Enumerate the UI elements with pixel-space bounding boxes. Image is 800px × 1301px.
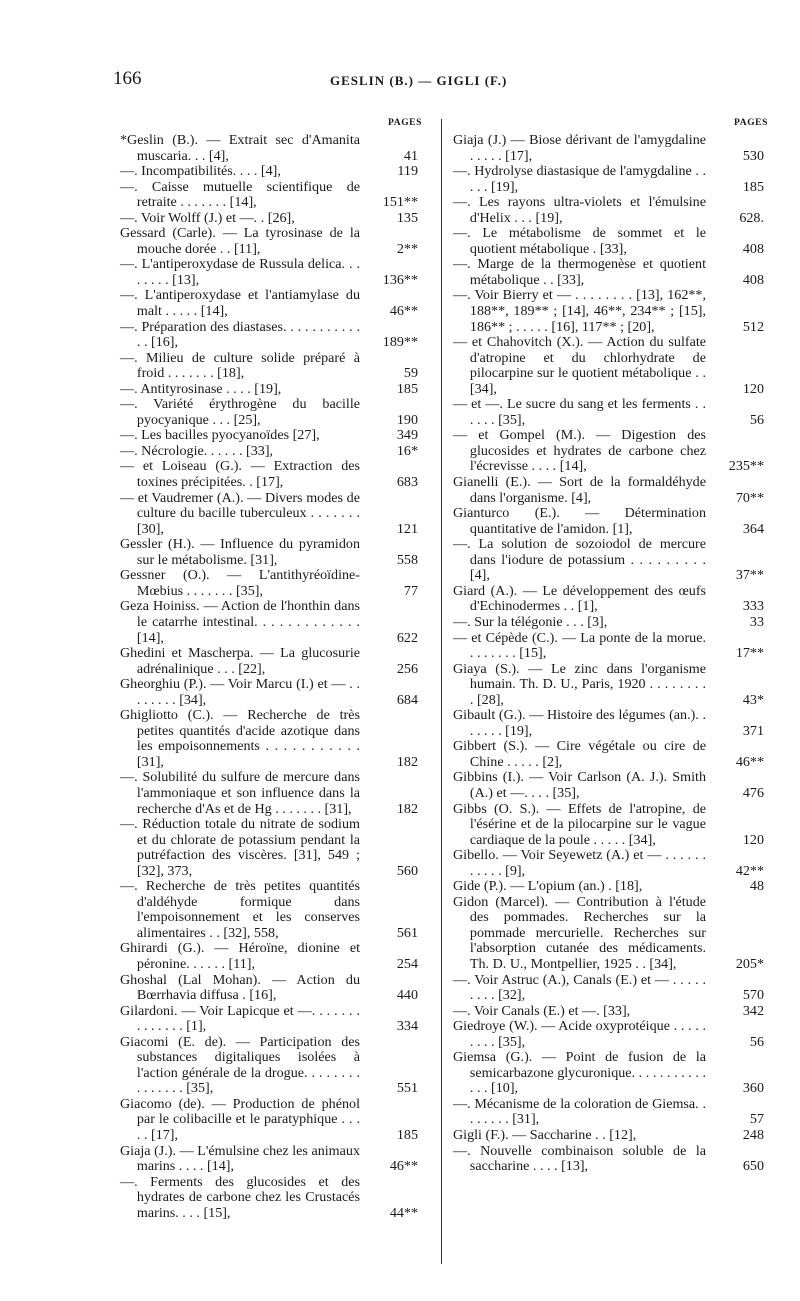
index-entry [120,1175,424,1222]
entry-text: —. Sur la télégonie . . . [3], [453,613,608,630]
entry-page: 182 [396,800,418,817]
entry-page: 48 [749,878,764,895]
entry-page: 16* [396,442,418,459]
entry-page: 349 [396,427,418,444]
entry-page: 189** [382,334,418,351]
index-entry [120,646,424,677]
entry-page: 683 [396,474,418,491]
entry-text: Ghirardi (G.). — Héroïne, dionine et péronine. . . . . . [11], [120,940,360,972]
entry-text: Giemsa (G.). — Point de fusion de la semicarbazone glycuronique. . . . . . . . . . . . . . [10], [453,1049,706,1097]
entry-page: 551 [396,1080,418,1097]
entry-page: 46** [735,753,764,770]
entry-page: 33 [749,613,764,630]
entry-page: 248 [742,1127,764,1143]
entry-page: 43* [742,691,764,708]
entry-page: 333 [742,598,764,615]
index-entry [453,195,770,226]
entry-text: Gessler (H.). — Influence du pyramidon sur le métabolisme. [31], [120,536,360,568]
entry-page: 334 [396,1018,418,1035]
index-entry [453,475,770,506]
entry-text: Geza Hoiniss. — Action de l'honthin dans le catarrhe intestinal. . . . . . . . . . . . . [14], [120,598,360,646]
entry-page: 364 [742,520,764,537]
index-entry [120,428,424,444]
entry-page: 440 [396,987,418,1004]
entry-page: 235** [728,458,764,475]
index-entry [120,941,424,972]
entry-text: —. Les bacilles pyocyanoïdes [27], [120,427,320,444]
entry-page: 530 [742,147,764,164]
index-entry [453,1004,770,1020]
index-entry [120,817,424,879]
index-entry [453,739,770,770]
entry-page: 476 [742,784,764,801]
entry-text: — et Chahovitch (X.). — Action du sulfate d'atropine et du chlorhydrate de pilocarpine sur le quotient métabolique . . [34], [453,334,706,397]
entry-page: 151** [382,194,418,211]
right-entry-list [453,133,770,1175]
entry-page: 70** [735,489,764,506]
entry-page: 408 [742,240,764,257]
entry-text: Gheorghiu (P.). — Voir Marcu (I.) et — . . . . . . . . [34], [120,676,360,708]
entry-page: 120 [742,380,764,397]
entry-page: 41 [403,147,418,164]
index-entry [453,895,770,973]
entry-text: —. Mécanisme de la coloration de Giemsa. . . . . . . . [31], [453,1095,706,1128]
entry-page: 120 [742,831,764,848]
entry-page: 558 [396,551,418,568]
entry-text: — et Cépède (C.). — La ponte de la morue. . . . . . . . [15], [453,629,706,662]
index-entry [453,973,770,1004]
index-entry [120,459,424,490]
entry-text: Gibault (G.). — Histoire des légumes (an.). . . . . . . [19], [453,707,706,739]
entry-page: 360 [742,1080,764,1097]
entry-page: 256 [396,660,418,677]
entry-text: —. Les rayons ultra-violets et l'émulsine d'Helix . . . [19], [453,194,706,226]
entry-page: 628. [739,209,764,226]
index-entry [120,491,424,538]
entry-page: 59 [403,365,418,382]
entry-page: 512 [742,318,764,335]
entry-page: 119 [397,163,418,180]
index-entry [120,382,424,398]
entry-text: —. Ferments des glucosides et des hydrates de carbone chez les Crustacés marins. . . . [15], [120,1173,360,1221]
entry-text: —. Antityrosinase . . . . [19], [120,380,282,397]
index-entry [453,615,770,631]
entry-text: Ghoshal (Lal Mohan). — Action du Bœrrhavia diffusa . [16], [120,971,360,1004]
entry-text: Gilardoni. — Voir Lapicque et —. . . . . . . . . . . . . . [1], [120,1002,360,1035]
page-number: 166 [113,68,142,89]
entry-page: 190 [396,411,418,428]
index-entry [453,133,770,164]
index-entry [120,397,424,428]
index-entry [120,164,424,180]
index-entry [120,1097,424,1144]
entry-page: 185 [742,178,764,195]
entry-page: 570 [742,987,764,1004]
entry-page: 205* [735,955,764,972]
index-entry [120,133,424,164]
index-entry [453,1050,770,1097]
entry-page: 56 [749,1033,764,1050]
index-entry [453,584,770,615]
index-entry [453,802,770,849]
right-column [453,116,770,1175]
entry-text: Ghigliotto (C.). — Recherche de très petites quantités d'acide azotique dans les empoisonnements . . . . . . . . . . . [31], [120,707,360,770]
entry-text: *Geslin (B.). — Extrait sec d'Amanita muscaria. . . [4], [120,132,360,164]
entry-page: 185 [396,380,418,397]
entry-text: Giaja (J.) — Biose dérivant de l'amygdaline . . . . . [17], [453,132,706,164]
index-entry [120,770,424,817]
index-entry [453,631,770,662]
index-entry [120,708,424,770]
running-head: GESLIN (B.) — GIGLI (F.) [330,73,508,88]
entry-page: 46** [389,1158,418,1175]
entry-text: Giaja (J.). — L'émulsine chez les animaux marins . . . . [14], [120,1142,360,1175]
entry-page: 42** [735,862,764,879]
entry-page: 408 [742,271,764,288]
entry-page: 44** [389,1204,418,1221]
index-entry [453,1144,770,1175]
entry-text: Giacomo (de). — Production de phénol par le colibacille et le paratyphique . . . . . [17], [120,1095,360,1143]
index-entry [453,1097,770,1128]
entry-page: 560 [396,862,418,879]
entry-text: —. Le métabolisme de sommet et le quotient métabolique . [33], [453,225,706,257]
index-entry [120,879,424,941]
index-entry [120,973,424,1004]
pages-header-left: PAGES [388,118,422,128]
left-column [120,116,424,1221]
entry-text: —. Réduction totale du nitrate de sodium et du chlorate de potassium pendant la putréfaction des viscères. [31], 549 ; [32], 373, [120,816,360,879]
entry-text: —. Recherche de très petites quantités d'aldéhyde formique dans l'empoisonnement et les conserves alimentaires . . [32], 558, [120,878,360,941]
entry-text: —. Voir Astruc (A.), Canals (E.) et — . . . . . . . . . [32], [453,971,706,1004]
index-entry [453,288,770,335]
entry-text: Gibbert (S.). — Cire végétale ou cire de Chine . . . . . [2], [453,738,706,770]
index-entry [120,1144,424,1175]
entry-text: —. Marge de la thermogenèse et quotient métabolique . . [33], [453,256,706,288]
entry-text: Gianelli (E.). — Sort de la formaldéhyde dans l'organisme. [4], [453,474,706,506]
entry-text: Gianturco (E.). — Détermination quantitative de l'amidon. [1], [453,505,706,537]
entry-text: —. Solubilité du sulfure de mercure dans l'ammoniaque et son influence dans la recherche d'As et de Hg . . . . . . . [31], [120,769,360,817]
entry-page: 650 [742,1158,764,1175]
entry-page: 37** [735,567,764,584]
entry-text: Gessard (Carle). — La tyrosinase de la mouche dorée . . [11], [120,225,360,257]
index-entry [453,879,770,895]
entry-page: 622 [396,629,418,646]
entry-text: —. L'antiperoxydase et l'antiamylase du malt . . . . . [14], [120,287,360,320]
index-entry [120,599,424,646]
entry-page: 185 [396,1127,418,1143]
index-entry [453,708,770,739]
index-entry [120,288,424,319]
entry-text: Ghedini et Mascherpa. — La glucosurie adrénalinique . . . [22], [120,645,360,677]
entry-text: —. Préparation des diastases. . . . . . . . . . . . . [16], [120,318,360,351]
entry-text: Gide (P.). — L'opium (an.) . [18], [453,878,643,895]
index-entry [120,1004,424,1035]
entry-text: — et Loiseau (G.). — Extraction des toxines précipitées. . [17], [120,458,360,491]
entry-page: 371 [742,722,764,739]
entry-page: 57 [749,1111,764,1128]
index-entry [453,848,770,879]
entry-text: —. Incompatibilités. . . . [4], [120,163,281,180]
entry-text: — et Vaudremer (A.). — Divers modes de culture du bacille tuberculeux . . . . . . . [30], [120,489,360,537]
index-entry [120,444,424,460]
index-entry [120,320,424,351]
entry-text: Gibbins (I.). — Voir Carlson (A. J.). Smith (A.) et —. . . . [35], [453,769,706,801]
entry-text: — et Gompel (M.). — Digestion des glucosides et hydrates de carbone chez l'écrevisse . . . . [14], [453,427,706,475]
index-entry [120,1035,424,1097]
left-entry-list [120,133,424,1221]
entry-text: Giard (A.). — Le développement des œufs d'Echinodermes . . [1], [453,582,706,615]
index-entry [120,537,424,568]
entry-page: 254 [396,955,418,972]
entry-text: Gessner (O.). — L'antithyréoïdine-Mœbius . . . . . . . [35], [120,567,360,599]
pages-header-right: PAGES [734,118,768,128]
index-entry [453,770,770,801]
column-divider [441,119,442,1264]
entry-page: 46** [389,303,418,320]
index-entry [453,397,770,428]
entry-text: —. Nouvelle combinaison soluble de la saccharine . . . . [13], [453,1142,706,1175]
entry-page: 2** [396,240,418,257]
index-entry [453,428,770,475]
entry-text: —. L'antiperoxydase de Russula delica. . . . . . . . [13], [120,256,360,288]
entry-page: 17** [735,645,764,662]
index-entry [453,226,770,257]
index-entry [120,211,424,227]
entry-text: —. Voir Canals (E.) et —. [33], [453,1002,631,1019]
index-entry [453,1128,770,1144]
index-entry [120,226,424,257]
entry-page: 135 [396,209,418,226]
index-entry [453,335,770,397]
index-entry [120,257,424,288]
entry-text: —. Variété érythrogène du bacille pyocyanique . . . [25], [120,396,360,428]
entry-text: —. La solution de sozoiodol de mercure dans l'iodure de potassium . . . . . . . . . [4], [453,536,706,584]
entry-text: —. Hydrolyse diastasique de l'amygdaline . . . . . [19], [453,163,706,195]
entry-page: 136** [382,271,418,288]
entry-text: —. Caisse mutuelle scientifique de retraite . . . . . . . [14], [120,178,360,211]
entry-text: — et —. Le sucre du sang et les ferments . . . . . . [35], [453,396,706,428]
entry-text: Giacomi (E. de). — Participation des substances digitaliques isolées à l'action générale de la drogue. . . . . . . . . . . . . . . [35], [120,1033,360,1097]
entry-text: —. Voir Bierry et — . . . . . . . . [13], 162**, 188**, 189** ; [14], 46**, 234** ; [15], 186** ; . . . . . [16], 117** ; [20], [453,287,706,335]
entry-text: —. Voir Wolff (J.) et —. . [26], [120,209,295,226]
entry-text: Gidon (Marcel). — Contribution à l'étude des pommades. Recherches sur la pommade mercurielle. Recherches sur l'absorption cutanée des médicaments. Th. D. U., Montpellier, 1925 . . [34], [453,893,706,972]
index-entry [453,506,770,537]
entry-page: 77 [403,582,418,599]
entry-page: 342 [742,1002,764,1019]
entry-text: Gibbs (O. S.). — Effets de l'atropine, de l'ésérine et de la pilocarpine sur le vague cardiaque de la poule . . . . . [34], [453,800,706,848]
index-entry [453,1019,770,1050]
entry-text: —. Milieu de culture solide préparé à froid . . . . . . . [18], [120,349,360,382]
index-entry [453,662,770,709]
entry-page: 182 [396,753,418,770]
entry-text: —. Nécrologie. . . . . . [33], [120,442,274,459]
index-entry [120,677,424,708]
index-entry [453,537,770,584]
entry-page: 121 [396,520,418,537]
entry-text: Giaya (S.). — Le zinc dans l'organisme humain. Th. D. U., Paris, 1920 . . . . . . . . . [28], [453,660,706,708]
index-entry [120,180,424,211]
index-entry [453,257,770,288]
entry-page: 56 [749,411,764,428]
entry-page: 684 [396,691,418,708]
index-entry [120,351,424,382]
index-entry [453,164,770,195]
entry-text: Gibello. — Voir Seyewetz (A.) et — . . . . . . . . . . . [9], [453,847,706,879]
entry-page: 561 [396,924,418,941]
entry-text: Giedroye (W.). — Acide oxyprotéique . . . . . . . . . [35], [453,1018,706,1050]
index-entry [120,568,424,599]
entry-text: Gigli (F.). — Saccharine . . [12], [453,1127,637,1143]
